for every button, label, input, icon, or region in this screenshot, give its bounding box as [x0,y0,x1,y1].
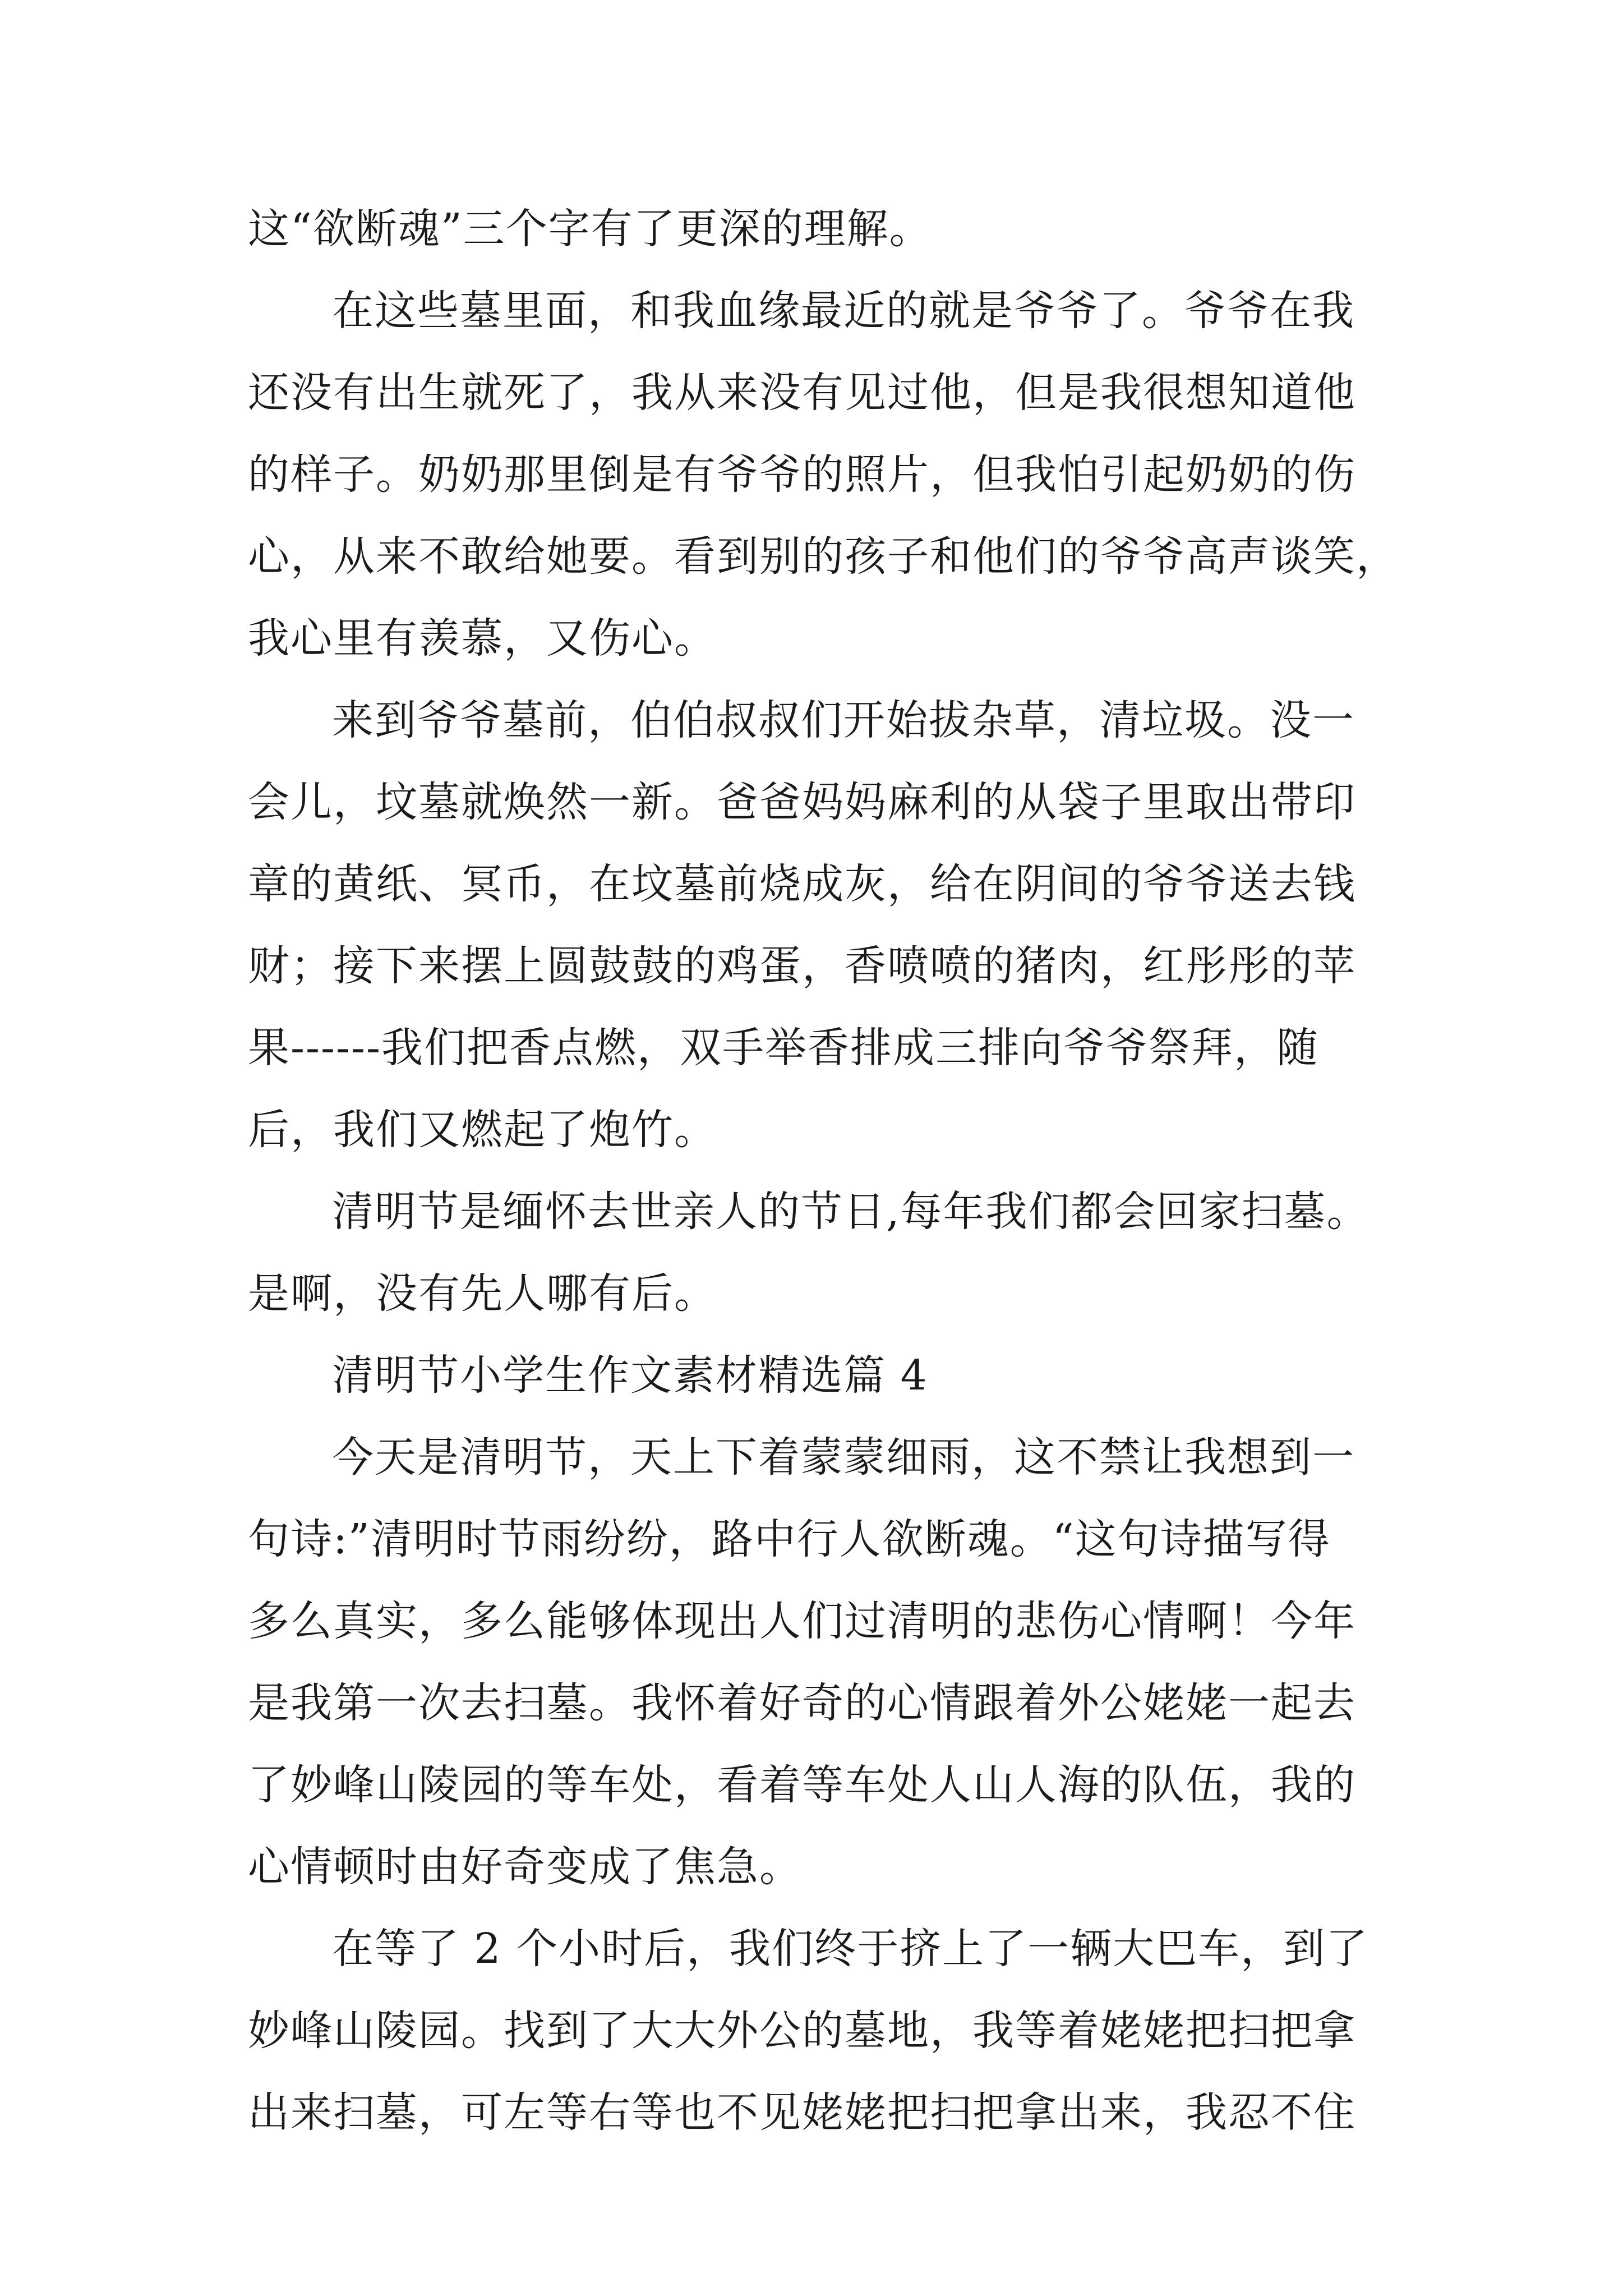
text-line: 果------我们把香点燃，双手举香排成三排向爷爷祭拜，随 [248,1024,1320,1072]
text-line: 我心里有羡慕，又伤心。 [248,614,717,662]
text-line: 这“欲断魂”三个字有了更深的理解。 [248,205,932,253]
text-line: 句诗:”清明时节雨纷纷，路中行人欲断魂。“这句诗描写得 [248,1515,1331,1563]
text-line: 妙峰山陵园。找到了大大外公的墓地，我等着姥姥把扫把拿 [248,2007,1356,2055]
text-line: 是啊，没有先人哪有后。 [248,1269,717,1318]
text-line: 后，我们又燃起了炮竹。 [248,1106,717,1154]
text-line: 章的黄纸、冥币，在坟墓前烧成灰，给在阴间的爷爷送去钱 [248,860,1356,908]
text-line: 在这些墓里面，和我血缘最近的就是爷爷了。爷爷在我 [332,287,1355,335]
text-line: 还没有出生就死了，我从来没有见过他，但是我很想知道他 [248,369,1356,417]
text-line: 清明节小学生作文素材精选篇 4 [332,1351,928,1400]
text-line: 财；接下来摆上圆鼓鼓的鸡蛋，香喷喷的猪肉，红彤彤的苹 [248,942,1356,990]
text-line: 的样子。奶奶那里倒是有爷爷的照片，但我怕引起奶奶的伤 [248,450,1356,499]
text-line: 会儿，坟墓就焕然一新。爸爸妈妈麻利的从袋子里取出带印 [248,778,1356,826]
text-line: 心情顿时由好奇变成了焦急。 [248,1843,802,1891]
text-line: 多么真实，多么能够体现出人们过清明的悲伤心情啊！今年 [248,1597,1356,1645]
text-line: 今天是清明节，天上下着蒙蒙细雨，这不禁让我想到一 [332,1433,1355,1481]
text-line: 了妙峰山陵园的等车处，看着等车处人山人海的队伍，我的 [248,1761,1356,1809]
body-text [248,188,1399,2154]
text-line: 是我第一次去扫墓。我怀着好奇的心情跟着外公姥姥一起去 [248,1679,1356,1727]
text-line: 来到爷爷墓前，伯伯叔叔们开始拔杂草，清垃圾。没一 [332,696,1355,744]
text-line: 在等了 2 个小时后，我们终于挤上了一辆大巴车，到了 [332,1925,1369,1973]
text-line: 清明节是缅怀去世亲人的节日,每年我们都会回家扫墓。 [332,1188,1370,1236]
text-line: 心，从来不敢给她要。看到别的孩子和他们的爷爷高声谈笑， [248,532,1399,581]
text-line: 出来扫墓，可左等右等也不见姥姥把扫把拿出来，我忍不住 [248,2088,1356,2137]
